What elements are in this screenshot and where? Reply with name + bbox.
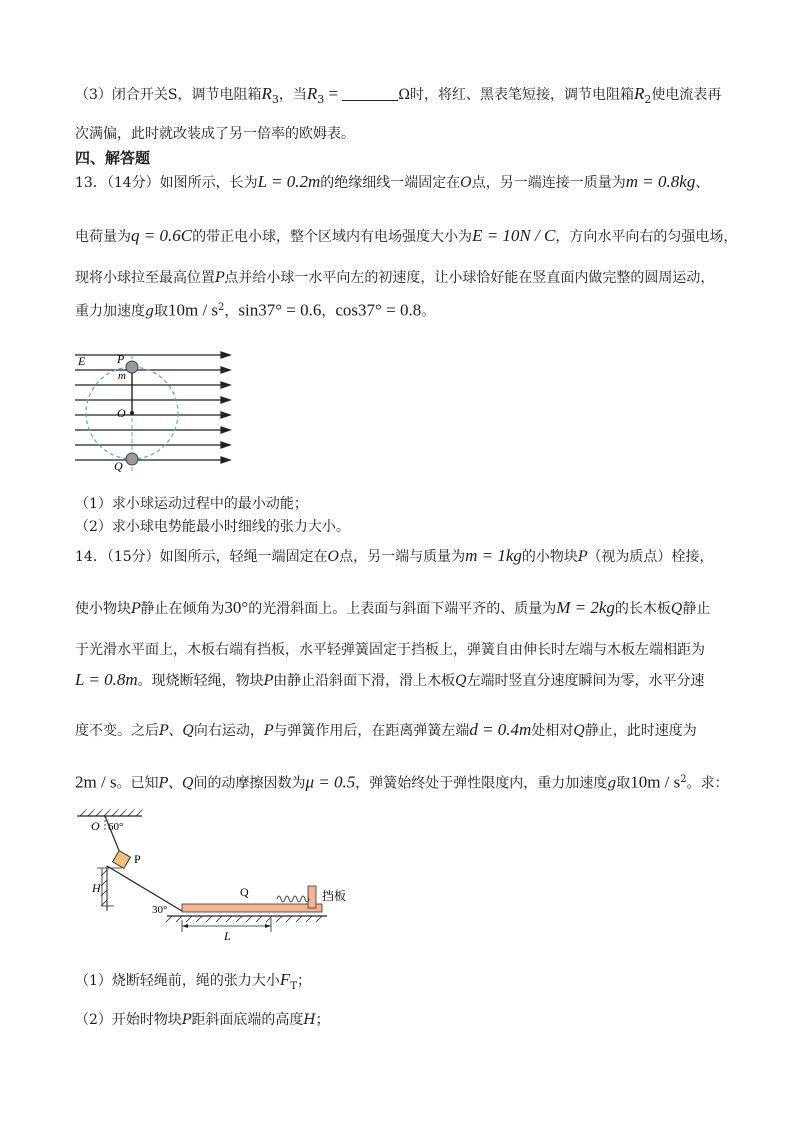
fig14-label-Q: Q — [240, 885, 249, 899]
q13-line3: 现将小球拉至最高位置P点并给小球一水平向左的初速度，让小球恰好能在竖直面内做完整的圆周运动， — [75, 270, 715, 286]
fig14-label-O: O — [91, 819, 100, 833]
item3-line1: （3）闭合开关S，调节电阻箱$R_3$，当$R_3 = \Omega$时，将红、黑表笔短接，调节电阻箱$R_2$使电流表再 — [75, 84, 722, 106]
q13-sub2: （2）求小球电势能最小时细线的张力大小。 — [75, 519, 350, 535]
fig14-label-H: H — [92, 881, 101, 895]
q13-line2: 电荷量为q = 0.6C的带正电小球，整个区域内有电场强度大小为E = 10N / C，方向水平向右的匀强电场， — [75, 226, 738, 245]
q14-line3: 于光滑水平面上，木板右端有挡板，水平轻弹簧固定于挡板上，弹簧自由伸长时左端与木板左端相距为 — [75, 642, 705, 658]
q13-sub1: （1）求小球运动过程中的最小动能； — [75, 496, 308, 512]
q14-figure — [72, 808, 362, 943]
section-heading: 四、解答题 — [75, 149, 151, 167]
q14-sub1: （1）烧断轻绳前，绳的张力大小$F_T$； — [75, 970, 311, 992]
q14-line1: 14．（15分）如图所示，轻绳一端固定在O点，另一端与质量为m = 1kg的小物块P（视为质点）栓接， — [75, 546, 714, 565]
q14-line4: L = 0.8m。现烧断轻绳，物块P由静止沿斜面下滑，滑上木板Q左端时竖直分速度瞬间为零，水平分速 — [75, 670, 705, 689]
q14-line2: 使小物块P静止在倾角为30°的光滑斜面上。上表面与斜面下端平齐的、质量为M = 2kg的长木板Q静止 — [75, 598, 711, 617]
fig14-label-dangban: 挡板 — [322, 889, 347, 903]
q14-sub2: （2）开始时物块P距斜面底端的高度H； — [75, 1012, 330, 1028]
q13-line4: 重力加速度g取$10m / s^2$，sin37° = 0.6，cos37° = 0.8。 — [75, 300, 436, 320]
item3-line2: 次满偏，此时就改装成了另一倍率的欧姆表。 — [75, 126, 355, 142]
fig13-label-m: m — [118, 370, 126, 382]
fig14-label-P: P — [134, 852, 141, 866]
answer-blank — [342, 86, 398, 101]
fig13-label-Q: Q — [114, 459, 123, 473]
fig13-label-O: O — [117, 406, 126, 420]
fig14-label-30: 30° — [152, 904, 168, 916]
q14-line5: 度不变。之后P、Q向右运动，P与弹簧作用后，在距离弹簧左端d = 0.4m处相对Q静止，此时速度为 — [75, 720, 697, 739]
fig13-label-P: P — [117, 352, 125, 366]
q13-line1: 13．（14分）如图所示，长为L = 0.2m的绝缘细线一端固定在O点，另一端连接一质量为m = 0.8kg、 — [75, 172, 710, 191]
fig14-label-L: L — [224, 929, 231, 943]
q14-line6: 2m / s。已知P、Q间的动摩擦因数为μ = 0.5，弹簧始终处于弹性限度内，重力加速度g取$10m / s^2$。求： — [75, 772, 729, 792]
fig14-label-60: 60° — [108, 821, 124, 833]
q13-figure — [70, 345, 240, 485]
fig13-label-E: E — [78, 354, 86, 368]
